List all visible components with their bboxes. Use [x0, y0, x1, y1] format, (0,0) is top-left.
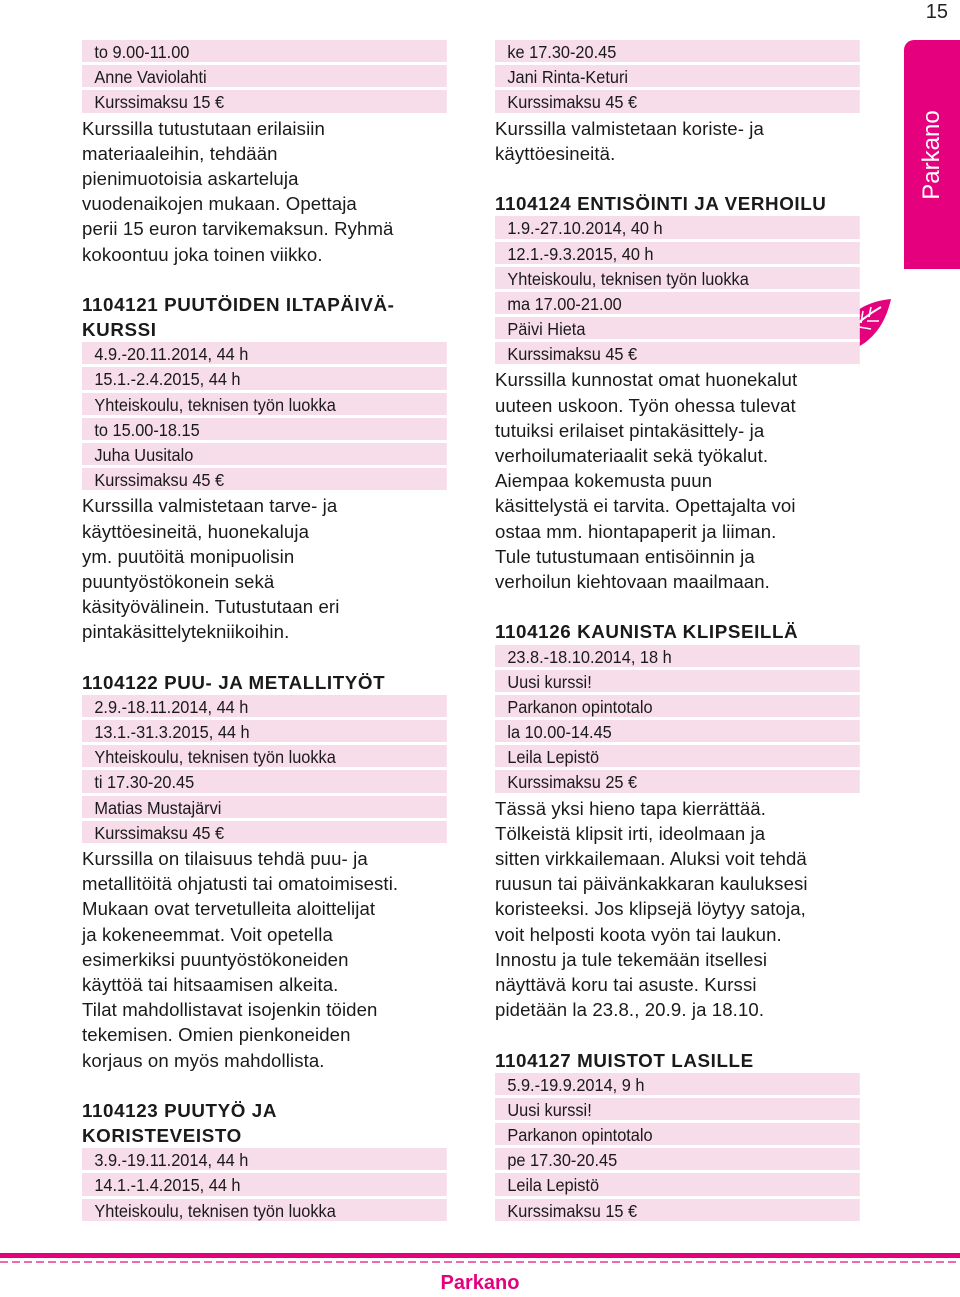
- description-line: Kurssilla on tilaisuus tehdä puu- ja: [82, 848, 368, 869]
- description-line: tutuiksi erilaiset pintakäsittely- ja: [495, 419, 765, 441]
- course-detail: to 9.00-11.00: [82, 40, 447, 65]
- course-detail: Kurssimaksu 45 €: [82, 821, 447, 846]
- course-detail: 14.1.-1.4.2015, 44 h: [82, 1173, 447, 1198]
- course-detail: la 10.00-14.45: [495, 720, 860, 745]
- description-line: Kurssilla tutustutaan erilaisiin: [82, 117, 325, 139]
- course-detail: ke 17.30-20.45: [495, 40, 860, 65]
- course-detail: 5.9.-19.9.2014, 9 h: [495, 1073, 860, 1098]
- description-line: Aiempaa kokemusta puun: [495, 470, 713, 492]
- spacer: [495, 1022, 879, 1047]
- description-line: verhoilumateriaalit sekä työkalut.: [495, 445, 769, 466]
- course-detail: Anne Vaviolahti: [82, 65, 447, 90]
- course-detail: Kurssimaksu 15 €: [82, 90, 447, 115]
- course-heading: 1104122 PUU- JA METALLITYÖT: [82, 671, 386, 693]
- description-line: käsityövälinein. Tutustutaan eri: [82, 596, 340, 618]
- course-detail: 23.8.-18.10.2014, 18 h: [495, 645, 860, 670]
- course-heading: 1104121 PUUTÖIDEN ILTAPÄIVÄ-: [82, 293, 395, 315]
- description-line: pintakäsittelytekniikoihin.: [82, 621, 290, 643]
- course-heading: KURSSI: [82, 319, 157, 341]
- course-heading: 1104123 PUUTYÖ JA: [82, 1099, 277, 1121]
- description-line: metallitöitä ohjatusti tai omatoimisesti.: [82, 873, 399, 895]
- course-heading: 1104127 MUISTOT LASILLE: [495, 1049, 754, 1071]
- course-detail: ti 17.30-20.45: [82, 770, 447, 795]
- course-detail: Jani Rinta-Keturi: [495, 65, 860, 90]
- description-line: Kurssilla kunnostat omat huonekalut: [495, 369, 798, 391]
- course-detail: 15.1.-2.4.2015, 44 h: [82, 367, 447, 392]
- course-detail: Kurssimaksu 15 €: [495, 1199, 860, 1224]
- section-tab: [904, 40, 960, 269]
- spacer: [82, 267, 466, 292]
- description-line: Mukaan ovat tervetulleita aloittelijat: [82, 898, 376, 920]
- description-line: käsittelystä ei tarvita. Opettajalta voi: [495, 495, 796, 517]
- description-line: tekemisen. Omien pienkoneiden: [82, 1024, 351, 1046]
- description-line: Tölkeistä klipsit irti, ideolmaan ja: [495, 822, 766, 844]
- description-line: puuntyöstökonein sekä: [82, 570, 275, 592]
- description-line: koristeeksi. Jos klipsejä löytyy satoja,: [495, 898, 806, 920]
- description-line: Tässä yksi hieno tapa kierrättää.: [495, 797, 766, 819]
- description-line: pienimuotoisia askarteluja: [82, 167, 299, 189]
- description-line: uuteen uskoon. Työn ohessa tulevat: [495, 394, 796, 416]
- course-detail: Yhteiskoulu, teknisen työn luokka: [82, 393, 447, 418]
- description-line: Tilat mahdollistavat isojenkin töiden: [82, 999, 378, 1021]
- right-column: [495, 40, 879, 1224]
- course-detail: 13.1.-31.3.2015, 44 h: [82, 720, 447, 745]
- description-line: voit helposti koota vyön tai laukun.: [495, 923, 782, 945]
- course-detail: Juha Uusitalo: [82, 443, 447, 468]
- description-line: ja kokeneemmat. Voit opetella: [82, 923, 333, 945]
- description-line: ym. puutöitä monipuolisin: [82, 545, 295, 567]
- description-line: sitten virkkailemaan. Aluksi voit tehdä: [495, 848, 807, 869]
- course-detail: Kurssimaksu 45 €: [82, 468, 447, 493]
- section-tab-label: Parkano: [918, 109, 945, 200]
- course-detail: Yhteiskoulu, teknisen työn luokka: [82, 1199, 447, 1224]
- description-line: ostaa mm. hiontapaperit ja liiman.: [495, 520, 777, 542]
- description-line: perii 15 euron tarvikemaksun. Ryhmä: [82, 218, 394, 240]
- course-detail: Uusi kurssi!: [495, 670, 860, 695]
- left-column: [82, 40, 466, 1224]
- description-line: kokoontuu joka toinen viikko.: [82, 243, 323, 265]
- spacer: [495, 166, 879, 191]
- description-line: Kurssilla valmistetaan tarve- ja: [82, 495, 338, 517]
- course-detail: Parkanon opintotalo: [495, 1123, 860, 1148]
- page-number: 15: [925, 1, 948, 23]
- course-detail: Yhteiskoulu, teknisen työn luokka: [495, 267, 860, 292]
- course-detail: 12.1.-9.3.2015, 40 h: [495, 242, 860, 267]
- spacer: [82, 645, 466, 670]
- description-line: ruusun tai päivänkakkaran kauluksesi: [495, 873, 808, 895]
- description-line: Tule tutustumaan entisöinnin ja: [495, 545, 755, 567]
- course-detail: 2.9.-18.11.2014, 44 h: [82, 695, 447, 720]
- spacer: [82, 1073, 466, 1098]
- course-heading: 1104124 ENTISÖINTI JA VERHOILU: [495, 193, 827, 215]
- footer-label: Parkano: [440, 1272, 520, 1294]
- course-detail: Kurssimaksu 45 €: [495, 90, 860, 115]
- course-detail: Leila Lepistö: [495, 1173, 860, 1198]
- spacer: [495, 594, 879, 619]
- course-detail: 1.9.-27.10.2014, 40 h: [495, 216, 860, 241]
- course-detail: ma 17.00-21.00: [495, 292, 860, 317]
- description-line: käyttöä tai hitsaamisen alkeita.: [82, 973, 339, 995]
- description-line: verhoilun kiehtovaan maailmaan.: [495, 570, 770, 592]
- course-heading: 1104126 KAUNISTA KLIPSEILLÄ: [495, 621, 799, 643]
- description-line: materiaaleihin, tehdään: [82, 142, 278, 164]
- description-line: esimerkiksi puuntyöstökoneiden: [82, 948, 349, 970]
- course-detail: Yhteiskoulu, teknisen työn luokka: [82, 745, 447, 770]
- course-heading: KORISTEVEISTO: [82, 1125, 242, 1147]
- description-line: pidetään la 23.8., 20.9. ja 18.10.: [495, 999, 765, 1021]
- course-detail: Kurssimaksu 45 €: [495, 342, 860, 367]
- course-detail: 4.9.-20.11.2014, 44 h: [82, 342, 447, 367]
- description-line: Kurssilla valmistetaan koriste- ja: [495, 117, 764, 139]
- footer-divider: [0, 1253, 960, 1258]
- course-detail: to 15.00-18.15: [82, 418, 447, 443]
- description-line: näyttävä koru tai asuste. Kurssi: [495, 973, 757, 995]
- description-line: käyttöesineitä, huonekaluja: [82, 520, 310, 542]
- course-detail: 3.9.-19.11.2014, 44 h: [82, 1148, 447, 1173]
- course-detail: pe 17.30-20.45: [495, 1148, 860, 1173]
- description-line: Innostu ja tule tekemään itsellesi: [495, 948, 768, 970]
- course-detail: Päivi Hieta: [495, 317, 860, 342]
- description-line: käyttöesineitä.: [495, 142, 616, 164]
- course-detail: Parkanon opintotalo: [495, 695, 860, 720]
- course-detail: Kurssimaksu 25 €: [495, 770, 860, 795]
- course-detail: Leila Lepistö: [495, 745, 860, 770]
- description-line: korjaus on myös mahdollista.: [82, 1049, 325, 1071]
- description-line: vuodenaikojen mukaan. Opettaja: [82, 193, 357, 215]
- course-detail: Uusi kurssi!: [495, 1098, 860, 1123]
- course-detail: Matias Mustajärvi: [82, 796, 447, 821]
